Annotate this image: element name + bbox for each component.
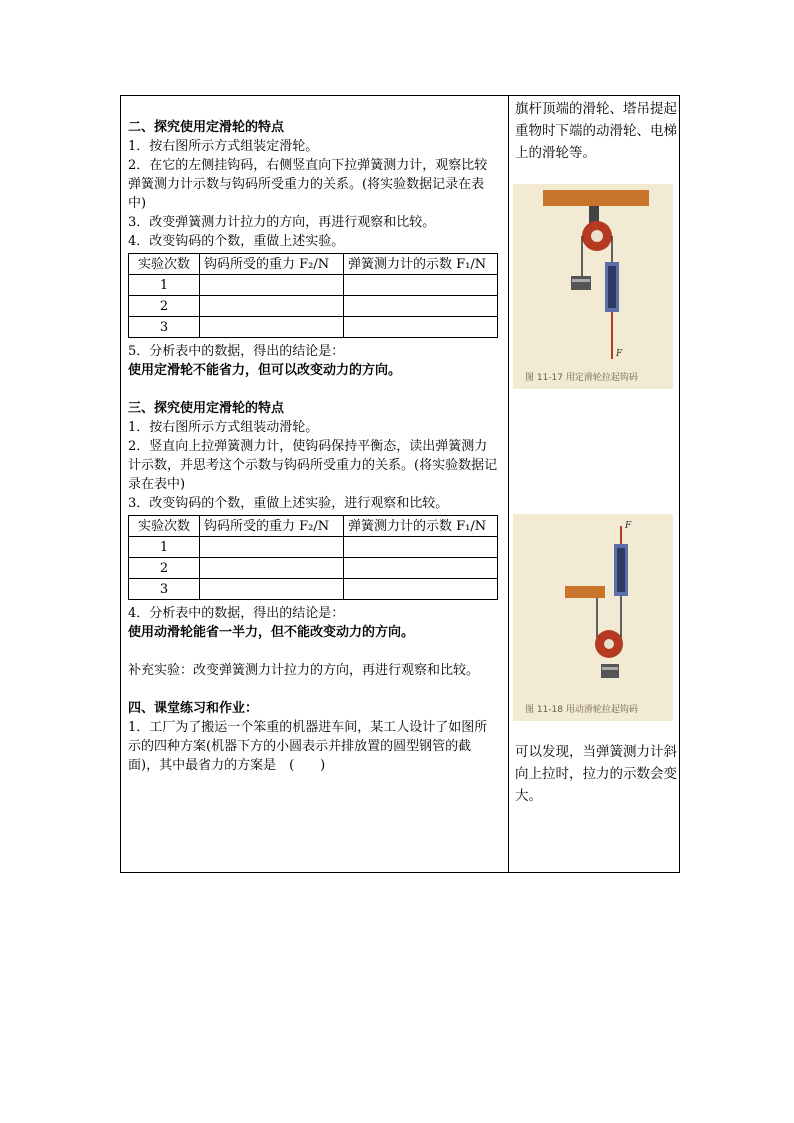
weight-cell[interactable]	[200, 296, 344, 317]
weight-cell[interactable]	[200, 317, 344, 338]
table-row	[129, 579, 498, 600]
supplement-experiment: 补充实验：改变弹簧测力计拉力的方向，再进行观察和比较。	[128, 663, 480, 678]
section3-analysis: 4．分析表中的数据，得出的结论是：	[128, 606, 345, 621]
force-label: F	[625, 521, 632, 531]
fixed-pulley-figure	[513, 184, 673, 389]
column-divider	[508, 96, 509, 872]
trial-number: 2	[129, 296, 200, 317]
right-note-top: 旗杆顶端的滑轮、塔吊提起重物时下端的动滑轮、电梯上的滑轮等。	[515, 101, 677, 161]
table-header: 实验次数	[129, 516, 200, 537]
table-row	[129, 558, 498, 579]
right-note-bottom: 可以发现，当弹簧测力计斜向上拉时，拉力的示数会变大。	[515, 744, 677, 804]
lesson-table	[120, 95, 680, 873]
section3-step: 3．改变钩码的个数，重做上述实验，进行观察和比较。	[128, 496, 449, 511]
section3-heading: 三、探究使用定滑轮的特点	[128, 401, 285, 416]
trial-number: 2	[129, 558, 200, 579]
table-header: 钩码所受的重力 F₂/N	[200, 254, 344, 275]
section3-step: 2．竖直向上拉弹簧测力计，使钩码保持平衡态，读出弹簧测力计示数，并思考这个示数与钩码所受重力的关系。(将实验数据记录在表中)	[128, 439, 498, 492]
section2-step: 3．改变弹簧测力计拉力的方向，再进行观察和比较。	[128, 215, 436, 230]
table-header: 弹簧测力计的示数 F₁/N	[344, 516, 498, 537]
table-header: 弹簧测力计的示数 F₁/N	[344, 254, 498, 275]
section2-heading: 二、探究使用定滑轮的特点	[128, 120, 285, 135]
fixed-pulley-illustration	[513, 184, 673, 389]
figure-caption: 图 11-17 用定滑轮拉起钩码	[525, 373, 638, 383]
section2-step: 1．按右图所示方式组装定滑轮。	[128, 139, 319, 154]
table-row	[129, 275, 498, 296]
fixed-pulley-data-table	[128, 253, 498, 338]
weight-cell[interactable]	[200, 275, 344, 296]
trial-number: 1	[129, 537, 200, 558]
reading-cell[interactable]	[344, 537, 498, 558]
table-header: 钩码所受的重力 F₂/N	[200, 516, 344, 537]
section2-conclusion: 使用定滑轮不能省力，但可以改变动力的方向。	[128, 363, 402, 378]
reading-cell[interactable]	[344, 317, 498, 338]
exercise-question: 1．工厂为了搬运一个笨重的机器进车间，某工人设计了如图所示的四种方案(机器下方的小圆表示并排放置的圆型钢管的截面)，其中最省力的方案是 ( )	[128, 720, 488, 773]
trial-number: 3	[129, 317, 200, 338]
table-row	[129, 317, 498, 338]
weight-cell[interactable]	[200, 537, 344, 558]
movable-pulley-figure	[513, 514, 673, 721]
reading-cell[interactable]	[344, 296, 498, 317]
weight-cell[interactable]	[200, 558, 344, 579]
section2-step: 4．改变钩码的个数，重做上述实验。	[128, 234, 345, 249]
movable-pulley-data-table	[128, 515, 498, 600]
section2-step: 2．在它的左侧挂钩码，右侧竖直向下拉弹簧测力计，观察比较弹簧测力计示数与钩码所受重力的关系。(将实验数据记录在表中)	[128, 158, 488, 211]
trial-number: 3	[129, 579, 200, 600]
figure-caption: 图 11-18 用动滑轮拉起钩码	[525, 705, 638, 715]
table-header-row	[129, 254, 498, 275]
section3-step: 1．按右图所示方式组装动滑轮。	[128, 420, 319, 435]
section4-heading: 四、课堂练习和作业：	[128, 701, 259, 716]
force-label: F	[616, 349, 623, 359]
trial-number: 1	[129, 275, 200, 296]
reading-cell[interactable]	[344, 558, 498, 579]
table-row	[129, 537, 498, 558]
section3-conclusion: 使用动滑轮能省一半力，但不能改变动力的方向。	[128, 625, 415, 640]
movable-pulley-illustration	[513, 514, 673, 721]
section2-analysis: 5．分析表中的数据，得出的结论是：	[128, 344, 345, 359]
reading-cell[interactable]	[344, 275, 498, 296]
table-row	[129, 296, 498, 317]
table-header-row	[129, 516, 498, 537]
left-column	[128, 118, 500, 775]
table-header: 实验次数	[129, 254, 200, 275]
reading-cell[interactable]	[344, 579, 498, 600]
weight-cell[interactable]	[200, 579, 344, 600]
